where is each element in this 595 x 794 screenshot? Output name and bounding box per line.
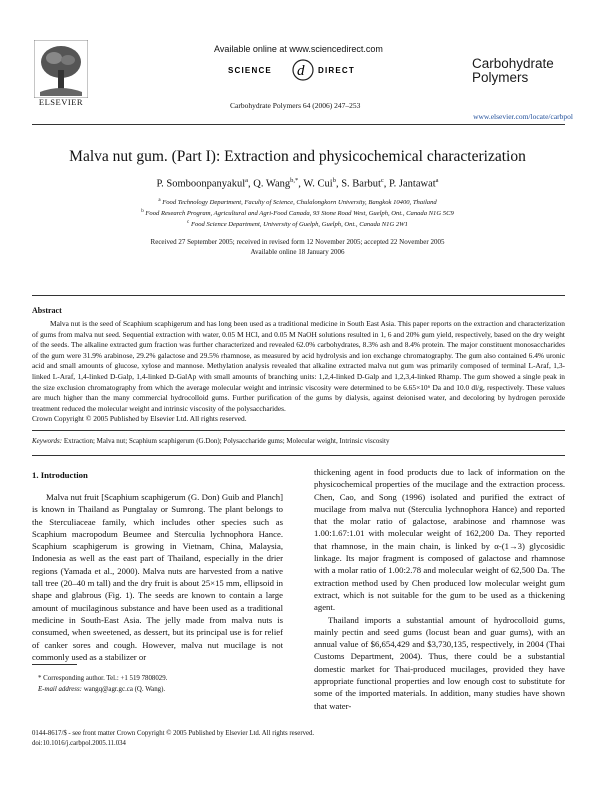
- header-divider: [32, 124, 565, 125]
- author-marker[interactable]: b,*: [290, 177, 299, 184]
- sd-left-text: SCIENCE: [228, 66, 272, 75]
- body-paragraph: Thailand imports a substantial amount of hydrocolloid gums, mainly pectin and seed gums (locust bean and guar gums), with an annual value of $6,654,429 and $3,730,135, respectively, in 2004 (Thai Customs Department, 2004). Thus, there could be a substantial domestic market for Thai-produced mucilages, provided they have appropriate functional properties and low enough cost to substitute for some of the imported materials. In addition, many studies have shown that water-: [314, 614, 565, 711]
- footnote-divider: [32, 664, 77, 665]
- author-list: P. Somboonpanyakul$^a$, Q. Wang$^{b,*}$, W. Cui$^b$, S. Barbut$^c$, P. Jantawat$^a$: [156, 177, 439, 190]
- received-dates: Received 27 September 2005; received in revised form 12 November 2005; accepted 22 November 2005: [150, 238, 445, 246]
- journal-homepage-link[interactable]: www.elsevier.com/locate/carbpol: [473, 112, 573, 121]
- abstract-heading: Abstract: [32, 306, 62, 315]
- author-name: S. Barbut: [341, 178, 381, 190]
- affiliation-text: Food Science Department, University of Guelph, Guelph, Ont., Canada N1G 2W1: [190, 221, 408, 229]
- keywords-label: Keywords:: [32, 437, 63, 445]
- body-paragraph: Malva nut fruit [Scaphium scaphigerum (G. Don) Guib and Planch] is known in Thailand as Pungtalay or Sumrong. The plant belongs to the Sterculiaceae family, which includes other species such as Scaphium macropodum Beumee and Sterculia lychnophora Hance. Scaphium scaphigerum is growing in Vietnam, China, Malaysia, Indonesia as well as the east part of Thailand, especially in the drier regions (Yamada et al., 2000). Malva nuts are harvested from a native tall tree (20–40 m tall) and the dry fruit is about 25×15 mm, ellipsoid in shape and glabrous (Fig. 1). The seeds are known to contain a large amount of mucilaginous substance and have been used as a traditional medicine in South-East Asia. The jelly made from malva nuts is consumed, when sweetened, as dessert, but its principal use is for relief of canker sores and cough. However, malva nut mucilage is not commonly used as a stabilizer or: [32, 492, 283, 662]
- section-heading: 1. Introduction: [32, 470, 88, 480]
- author-marker: c: [380, 177, 384, 184]
- copyright-notice: Crown Copyright © 2005 Published by Elsevier Ltd. All rights reserved.: [32, 414, 247, 423]
- email-link[interactable]: wangq@agr.gc.ca (Q. Wang).: [83, 685, 166, 693]
- sciencedirect-logo-icon: [222, 58, 384, 82]
- journal-logo: [472, 57, 566, 85]
- affiliation-marker: b: [141, 209, 144, 214]
- bottom-matter: [32, 729, 314, 749]
- abstract-top-divider: [32, 295, 565, 296]
- svg-text:d: d: [297, 63, 305, 79]
- affiliation: [0, 209, 595, 217]
- journal-logo-line2: Polymers: [472, 70, 529, 85]
- article-title: Malva nut gum. (Part I): Extraction and physicochemical characterization: [69, 148, 526, 165]
- keywords-list: Extraction; Malva nut; Scaphium scaphigerum (G.Don); Polysaccharide gums; Molecular weight, Intrinsic viscosity: [63, 437, 390, 445]
- right-column: [314, 466, 565, 712]
- author-name: P. Somboonpanyakul: [156, 178, 246, 190]
- body-paragraph: thickening agent in food products due to lack of information on the physicochemical properties of the mucilage and the extraction process. Chen, Cao, and Song (1996) isolated and purified the extract of mucilage from malva nut (Sterculia lychnophora Hance) and reported that the molar ratio of galactose, arabinose and rhamnose was 1.00:1.67:1.01 with molecular weight of 162,200 Da. They reported that rhamnose, in the main chain, is linked by α-(1→3) glycosidic linkage. Its major fragment is composed of galactose and rhamnose with a molar ratio of 1.00:2.78 and molecular weight of 62,500 Da. The extraction method used by Chen produced low molecular weight gum extract, which is not suitable for the gum to be used as a thickening agent.: [314, 467, 565, 613]
- keywords: [32, 437, 389, 445]
- journal-reference: Carbohydrate Polymers 64 (2006) 247–253: [230, 101, 361, 110]
- affiliation: [0, 198, 595, 206]
- online-date: Available online 18 January 2006: [250, 248, 345, 256]
- author-marker: a: [245, 177, 248, 184]
- issn-line: 0144-8617/$ - see front matter Crown Copyright © 2005 Published by Elsevier Ltd. All rights reserved.: [32, 730, 315, 737]
- footnotes: [38, 674, 167, 695]
- corresponding-author-note: * Corresponding author. Tel.: +1 519 7808029.: [38, 675, 168, 682]
- email-note: [38, 685, 167, 696]
- author-name: P. Jantawat: [389, 178, 436, 190]
- affiliation-text: Food Research Program, Agricultural and Agri-Food Canada, 93 Stone Road West, Guelph, Ont., Canada N1G 5C9: [145, 210, 454, 218]
- affiliation: [0, 220, 595, 228]
- email-label: E-mail address:: [38, 685, 82, 693]
- author-marker: b: [332, 177, 336, 184]
- author-name: Q. Wang: [253, 178, 291, 190]
- affiliation-marker: c: [187, 220, 190, 225]
- online-notice: Available online at www.sciencedirect.com: [214, 44, 383, 54]
- publisher-name: ELSEVIER: [38, 97, 84, 107]
- keywords-divider: [32, 430, 565, 431]
- body-divider: [32, 455, 565, 456]
- abstract-text: Malva nut is the seed of Scaphium scaphigerum and has long been used as a traditional medicine in South East Asia. This paper reports on the extraction and characterization of gums from malva nut seed. Sequential extraction with water, 0.05 M HCl, and 0.05 M NaOH solutions resulted in 1, 6 and 20% gum yield, respectively, based on the dry weight of the seeds. The alkaline extracted gum fraction was further characterized and revealed 62.0% carbohydrates, 8.3% ash and 8.4% protein. The major constituent monosaccharides of the gum were 31.9% arabinose, 29.2% galactose and 29.5% rhamnose, as measured by acid hydrolysis and ion exchange chromatography. The gum also contained 6.4% uronic acid and small amounts of glucose, xylose and mannose. Methylation analysis revealed that alkaline extracted malva nut gum was primarily composed of terminal L-Araf, 1,3-linked L-Araf, 1,4-linked D-Galp, 1,4-linked D-GalAp with small amounts of branching units: 1,2,4-linked D-Galp and 1,2,3,4-linked Rhamp. The gum showed a single peak in the size exclusion chromatography from which the average molecular weight and intrinsic viscosity were determined to be 6.65×10⁶ Da and 10.0 dl/g, respectively. These values are much higher than the many commercial hydrocolloid gums. Further purification of the gums by dialysis, against deionised water, and decoloring by hydrogen peroxide treatment reduced the molecular weight and intrinsic viscosity of the polysaccharides.: [32, 319, 565, 413]
- doi-line[interactable]: doi:10.1016/j.carbpol.2005.11.034: [32, 740, 126, 747]
- author-marker: a: [435, 177, 439, 184]
- sd-right-text: DIRECT: [318, 66, 355, 75]
- journal-logo-line1: Carbohydrate: [472, 56, 554, 71]
- affiliation-text: Food Technology Department, Faculty of Science, Chulalongkorn University, Bangkok 10400, Thailand: [162, 199, 437, 207]
- affiliation-marker: a: [158, 198, 161, 203]
- elsevier-tree-logo-icon: [34, 40, 88, 98]
- abstract-body: [32, 319, 565, 414]
- left-column: [32, 491, 283, 663]
- author-name: W. Cui: [303, 178, 333, 190]
